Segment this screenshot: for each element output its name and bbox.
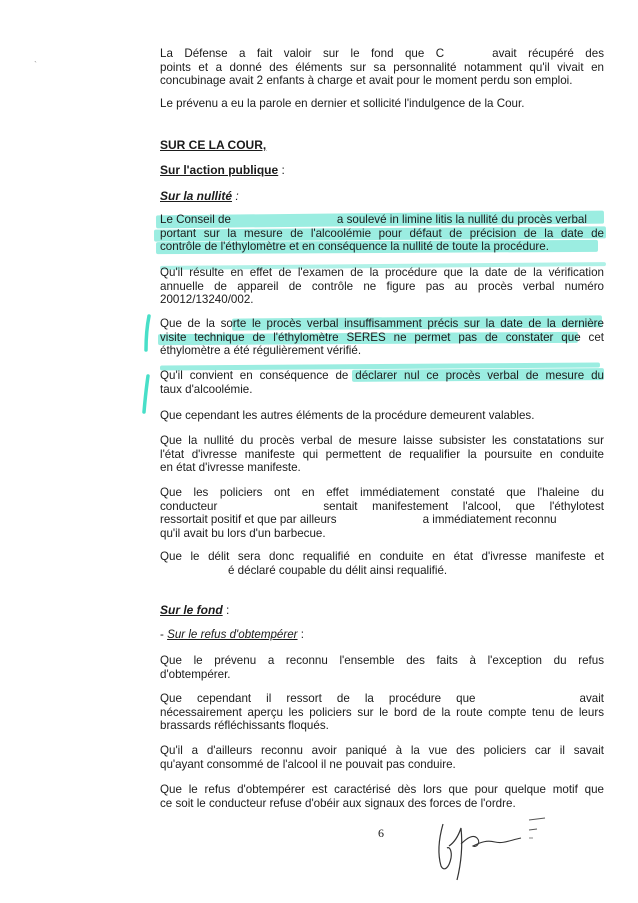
paragraph-policiers-constate: Que les policiers ont en effet immédiatement constaté que l'haleine du conducteur sentait manifestement l'alcool, que l'éthylotest ressortait positif et que par ailleurs a immédiatement reconnu qu'il avait bu lors d'un barbecue. — [160, 486, 604, 540]
heading-sur-le-fond: Sur le fond : — [160, 603, 230, 617]
paragraph-conseil-nullite: Le Conseil de a soulevé in limine litis la nullité du procès verbal portant sur la mesure de l'alcoolémie pour défaut de précision de la date de contrôle de l'éthylomètre et en conséquence la nullité de toute la procédure. — [160, 213, 604, 254]
paragraph-autres-elements: Que cependant les autres éléments de la procédure demeurent valables. — [160, 409, 535, 422]
heading-sur-ce-la-cour: SUR CE LA COUR, — [160, 138, 267, 152]
paragraph-refus-caracterise: Que le refus d'obtempérer est caractérisé dès lors que pour quelque motif que ce soit le conducteur refuse d'obéir aux signaux des forces de l'ordre. — [160, 783, 604, 810]
paragraph-defense: La Défense a fait valoir sur le fond que C avait récupéré des points et a donné des éléments sur sa personnalité notamment qu'il vivait en concubinage avait 2 enfants à charge et avait pour le moment perdu son emploi. — [160, 47, 604, 88]
paragraph-proces-verbal-imprecis: Que de la sorte le procès verbal insuffisamment précis sur la date de la dernière visite technique de l'éthylomètre SERES ne permet pas de constater que cet éthylomètre a été régulièrement vérifié. — [160, 317, 604, 358]
heading-nullite: Sur la nullité : — [160, 189, 239, 203]
paragraph-prevenu-parole: Le prévenu a eu la parole en dernier et sollicité l'indulgence de la Cour. — [160, 97, 525, 110]
page-number: 6 — [378, 826, 384, 840]
paragraph-etat-ivresse: Que la nullité du procès verbal de mesure laisse subsister les constatations sur l'état d'ivresse manifeste qui permettent de requalifier la poursuite en conduite en état d'ivresse manifeste. — [160, 434, 604, 475]
margin-highlight-stroke — [140, 314, 154, 414]
paragraph-panique: Qu'il a d'ailleurs reconnu avoir paniqué à la vue des policiers car il savait qu'ayant consommé de l'alcool il ne pouvait pas conduire. — [160, 744, 604, 771]
paragraph-declarer-nul: Qu'il convient en conséquence de déclarer nul ce procès verbal de mesure du taux d'alcoolémie. — [160, 369, 604, 396]
paragraph-requalification: Que le délit sera donc requalifié en conduite en état d'ivresse manifeste et é déclaré coupable du délit ainsi requalifié. — [160, 550, 604, 577]
paragraph-verification-annuelle: Qu'il résulte en effet de l'examen de la procédure que la date de la vérification annuelle de appareil de contrôle ne figure pas au procès verbal numéro 20012/13240/002. — [160, 266, 604, 307]
paragraph-ressort-procedure: Que cependant il ressort de la procédure que avait nécessairement aperçu les policiers sur le bord de la route compte tenu de leurs brassards réfléchissants floqués. — [160, 692, 604, 733]
heading-action-publique: Sur l'action publique : — [160, 163, 285, 177]
handwritten-signature — [425, 808, 565, 888]
paragraph-prevenu-reconnu: Que le prévenu a reconnu l'ensemble des faits à l'exception du refus d'obtempérer. — [160, 654, 604, 681]
scan-speck: ` — [34, 60, 37, 70]
subheading-refus-obtemperer: - Sur le refus d'obtempérer : — [160, 628, 304, 641]
